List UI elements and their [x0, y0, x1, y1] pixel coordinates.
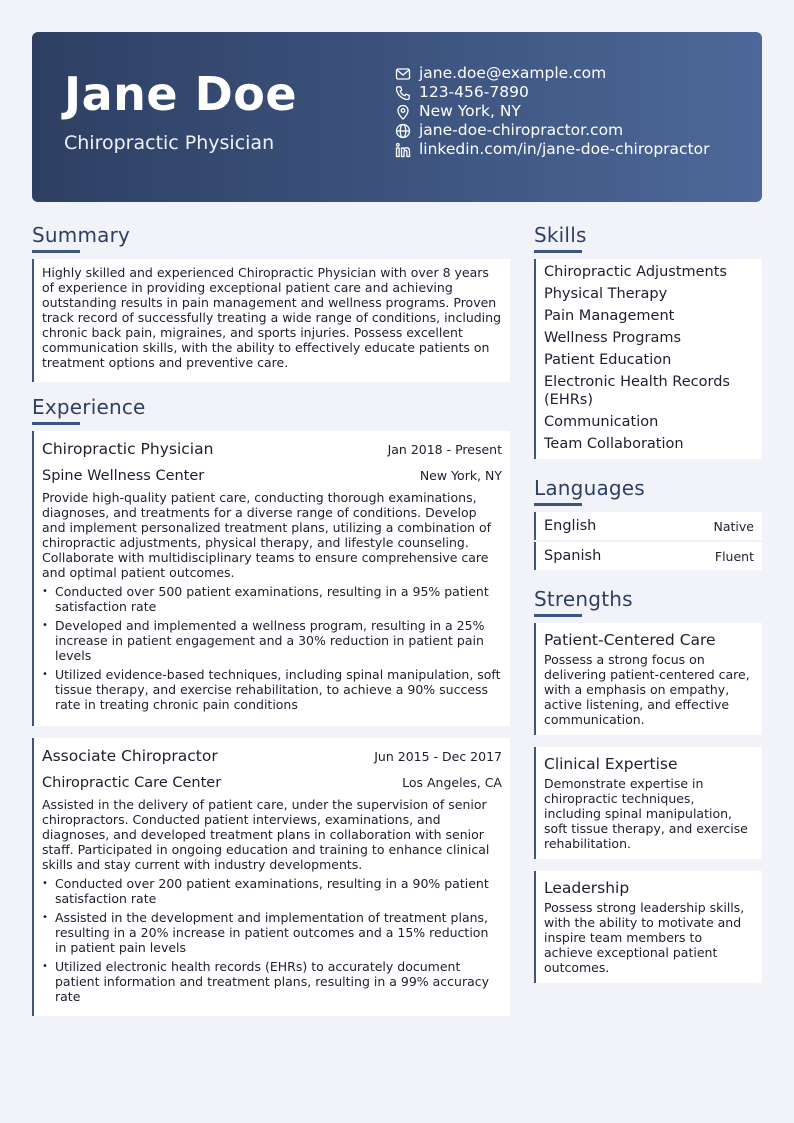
job-title: Chiropractic Physician — [42, 440, 214, 458]
job-title: Associate Chiropractor — [42, 747, 218, 765]
achievement-item: • Assisted in the development and implementation of treatment plans, resulting in a 20% increase in patient outcomes and a 15% reduction in patient pain levels — [42, 910, 502, 955]
summary-card — [32, 259, 510, 382]
strengths-section — [534, 586, 762, 983]
skill-item: Team Collaboration — [544, 436, 684, 452]
skills-heading: Skills — [534, 223, 587, 247]
skill-item: Communication — [544, 414, 659, 430]
job-achievements — [42, 584, 502, 712]
job-dates: Jun 2015 - Dec 2017 — [374, 749, 502, 764]
job-location: Los Angeles, CA — [402, 775, 502, 790]
section-divider — [534, 503, 582, 506]
contact-list — [395, 64, 710, 159]
strength-text: Possess a strong focus on delivering patient-centered care, with a emphasis on empathy, active listening, and effective communication. — [544, 652, 750, 727]
summary-heading: Summary — [32, 223, 131, 247]
achievement-item: • Conducted over 500 patient examinations, resulting in a 95% patient satisfaction rate — [42, 584, 502, 614]
strength-card — [534, 747, 762, 859]
sidebar-column — [534, 222, 762, 995]
language-level: Native — [713, 518, 754, 534]
strength-title: Clinical Expertise — [544, 755, 678, 773]
section-divider — [534, 614, 582, 617]
language-name: Spanish — [544, 548, 602, 564]
strength-text: Possess strong leadership skills, with the ability to motivate and inspire team members to achieve exceptional patient outcomes. — [544, 900, 745, 975]
experience-heading: Experience — [32, 395, 146, 419]
strength-title: Leadership — [544, 879, 630, 897]
language-name: English — [544, 518, 597, 534]
strength-title: Patient-Centered Care — [544, 631, 716, 649]
location-icon — [395, 104, 411, 120]
contact-location — [395, 102, 710, 121]
achievement-item: • Utilized evidence-based techniques, including spinal manipulation, soft tissue therapy, and exercise rehabilitation, to achieve a 90% success rate in treating chronic pain conditions — [42, 667, 502, 712]
contact-phone-text: 123-456-7890 — [419, 83, 529, 101]
candidate-name: Jane Doe — [64, 67, 298, 121]
strength-text: Demonstrate expertise in chiropractic techniques, including spinal manipulation, soft tissue therapy, and exercise rehabilitation. — [544, 776, 748, 851]
skills-section — [534, 222, 762, 459]
candidate-title: Chiropractic Physician — [64, 132, 275, 154]
job-company: Chiropractic Care Center — [42, 775, 222, 791]
section-divider — [32, 250, 80, 253]
skill-item: Chiropractic Adjustments — [544, 264, 727, 280]
job-card — [32, 431, 510, 726]
job-company: Spine Wellness Center — [42, 468, 205, 484]
main-column — [32, 222, 510, 1016]
job-achievements — [42, 876, 502, 1004]
job-description: Provide high-quality patient care, conducting thorough examinations, diagnoses, and treatments for a diverse range of conditions. Develop and implement personalized treatment plans, utilizing a combination of chiropractic adjustments, physical therapy, and lifestyle counseling. Collaborate with multidisciplinary teams to ensure comprehensive care and optimal patient outcomes. — [42, 490, 492, 580]
contact-email[interactable] — [395, 64, 710, 83]
contact-website-text: jane-doe-chiropractor.com — [419, 121, 624, 139]
section-divider — [534, 250, 582, 253]
job-description: Assisted in the delivery of patient care, under the supervision of senior chiropractors. Conducted patient interviews, examinations, and diagnoses, and developed treatment plans in collaboration with senior staff. Participated in ongoing education and training to enhance clinical skills and stay current with industry developments. — [42, 797, 490, 872]
contact-linkedin-text: linkedin.com/in/jane-doe-chiropractor — [419, 140, 710, 158]
section-divider — [32, 422, 80, 425]
skill-item: Electronic Health Records (EHRs) — [544, 374, 730, 408]
contact-phone[interactable] — [395, 83, 710, 102]
achievement-item: • Conducted over 200 patient examinations, resulting in a 90% patient satisfaction rate — [42, 876, 502, 906]
skill-item: Pain Management — [544, 308, 675, 324]
contact-linkedin[interactable] — [395, 140, 710, 159]
job-card — [32, 738, 510, 1016]
languages-section — [534, 475, 762, 570]
globe-icon — [395, 123, 411, 139]
experience-section — [32, 394, 510, 1016]
language-item — [534, 512, 762, 540]
languages-heading: Languages — [534, 476, 645, 500]
job-location: New York, NY — [419, 468, 502, 483]
language-level: Fluent — [714, 548, 754, 564]
skill-item: Physical Therapy — [544, 286, 668, 302]
contact-email-text: jane.doe@example.com — [419, 64, 607, 82]
strengths-heading: Strengths — [534, 587, 633, 611]
skills-card — [534, 259, 762, 459]
achievement-item: • Developed and implemented a wellness program, resulting in a 25% increase in patient engagement and a 30% reduction in patient pain levels — [42, 618, 502, 663]
language-item — [534, 542, 762, 570]
achievement-item: • Utilized electronic health records (EHRs) to accurately document patient information and treatment plans, resulting in a 99% accuracy rate — [42, 959, 502, 1004]
phone-icon — [395, 85, 411, 101]
summary-text: Highly skilled and experienced Chiropractic Physician with over 8 years of experience in providing exceptional patient care and achieving outstanding results in pain management and wellness programs. Proven track record of successfully treating a wide range of conditions, including chronic back pain, migraines, and sports injuries. Possess excellent communication skills, with the ability to effectively educate patients on treatment options and preventive care. — [42, 265, 502, 370]
skill-item: Patient Education — [544, 352, 672, 368]
strength-card — [534, 623, 762, 735]
skill-item: Wellness Programs — [544, 330, 682, 346]
contact-location-text: New York, NY — [419, 102, 521, 120]
job-dates: Jan 2018 - Present — [387, 442, 502, 457]
resume-header — [32, 32, 762, 202]
strength-card — [534, 871, 762, 983]
summary-section — [32, 222, 510, 382]
contact-website[interactable] — [395, 121, 710, 140]
email-icon — [395, 66, 411, 82]
linkedin-icon — [395, 142, 411, 158]
